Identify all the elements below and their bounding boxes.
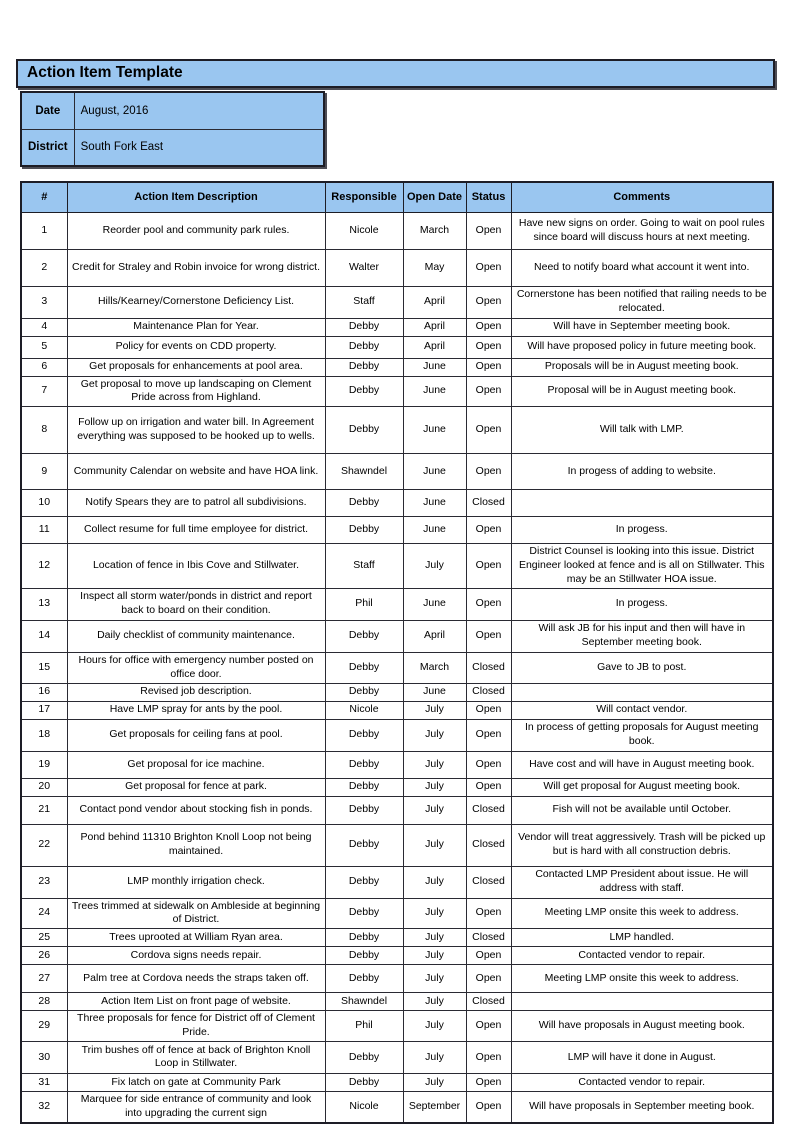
cell-comments: Will contact vendor. <box>511 701 773 719</box>
cell-comments: Will have proposals in August meeting book. <box>511 1011 773 1042</box>
cell-responsible: Shawndel <box>325 993 403 1011</box>
table-row <box>21 588 773 620</box>
cell-status: Open <box>466 249 511 286</box>
cell-open_date: July <box>403 898 466 929</box>
cell-comments <box>511 490 773 517</box>
cell-num: 14 <box>21 620 67 652</box>
cell-description: Collect resume for full time employee for district. <box>67 517 325 544</box>
cell-description: Location of fence in Ibis Cove and Stillwater. <box>67 544 325 589</box>
table-row <box>21 898 773 929</box>
cell-open_date: July <box>403 965 466 993</box>
table-row <box>21 929 773 947</box>
column-header-open_date: Open Date <box>403 182 466 212</box>
cell-responsible: Debby <box>325 866 403 898</box>
table-row <box>21 358 773 376</box>
cell-open_date: July <box>403 866 466 898</box>
table-header-row <box>21 182 773 212</box>
cell-num: 10 <box>21 490 67 517</box>
cell-comments <box>511 993 773 1011</box>
cell-open_date: July <box>403 929 466 947</box>
cell-num: 8 <box>21 407 67 454</box>
cell-description: Have LMP spray for ants by the pool. <box>67 701 325 719</box>
cell-num: 22 <box>21 824 67 866</box>
cell-num: 21 <box>21 796 67 824</box>
cell-num: 27 <box>21 965 67 993</box>
cell-description: Get proposal for ice machine. <box>67 751 325 778</box>
cell-comments: Contacted vendor to repair. <box>511 947 773 965</box>
cell-comments: Contacted LMP President about issue. He will address with staff. <box>511 866 773 898</box>
cell-comments: Need to notify board what account it went into. <box>511 249 773 286</box>
cell-open_date: April <box>403 336 466 358</box>
cell-status: Open <box>466 701 511 719</box>
cell-description: Palm tree at Cordova needs the straps taken off. <box>67 965 325 993</box>
cell-responsible: Debby <box>325 751 403 778</box>
cell-status: Open <box>466 517 511 544</box>
cell-open_date: July <box>403 1011 466 1042</box>
column-header-description: Action Item Description <box>67 182 325 212</box>
cell-open_date: June <box>403 683 466 701</box>
cell-comments: Cornerstone has been notified that railing needs to be relocated. <box>511 286 773 318</box>
cell-status: Closed <box>466 652 511 683</box>
cell-description: Daily checklist of community maintenance. <box>67 620 325 652</box>
page-title: Action Item Template <box>16 59 775 88</box>
cell-comments: Will get proposal for August meeting book. <box>511 778 773 796</box>
table-row <box>21 1091 773 1122</box>
cell-description: Get proposals for ceiling fans at pool. <box>67 719 325 751</box>
cell-description: Trees uprooted at William Ryan area. <box>67 929 325 947</box>
cell-comments: Have cost and will have in August meeting book. <box>511 751 773 778</box>
cell-num: 31 <box>21 1073 67 1091</box>
cell-responsible: Debby <box>325 490 403 517</box>
cell-open_date: June <box>403 454 466 490</box>
cell-status: Closed <box>466 993 511 1011</box>
cell-num: 26 <box>21 947 67 965</box>
cell-status: Open <box>466 719 511 751</box>
cell-description: Cordova signs needs repair. <box>67 947 325 965</box>
cell-responsible: Debby <box>325 965 403 993</box>
cell-num: 32 <box>21 1091 67 1122</box>
cell-num: 30 <box>21 1041 67 1073</box>
cell-open_date: September <box>403 1091 466 1122</box>
cell-num: 29 <box>21 1011 67 1042</box>
cell-responsible: Nicole <box>325 1091 403 1122</box>
table-row <box>21 1011 773 1042</box>
cell-comments: In progess of adding to website. <box>511 454 773 490</box>
cell-num: 24 <box>21 898 67 929</box>
cell-responsible: Debby <box>325 947 403 965</box>
cell-responsible: Debby <box>325 620 403 652</box>
cell-status: Closed <box>466 796 511 824</box>
cell-num: 16 <box>21 683 67 701</box>
cell-open_date: April <box>403 620 466 652</box>
cell-responsible: Phil <box>325 588 403 620</box>
cell-open_date: July <box>403 824 466 866</box>
cell-num: 11 <box>21 517 67 544</box>
cell-open_date: April <box>403 318 466 336</box>
cell-comments: In process of getting proposals for August meeting book. <box>511 719 773 751</box>
meta-row-date <box>21 92 324 129</box>
cell-num: 20 <box>21 778 67 796</box>
cell-description: Community Calendar on website and have HOA link. <box>67 454 325 490</box>
cell-comments: District Counsel is looking into this issue. District Engineer looked at fence and is all on Stillwater. This may be an Stillwater HOA issue. <box>511 544 773 589</box>
table-row <box>21 336 773 358</box>
cell-description: Follow up on irrigation and water bill. In Agreement everything was supposed to be hooked up to wells. <box>67 407 325 454</box>
cell-open_date: March <box>403 212 466 249</box>
cell-description: Credit for Straley and Robin invoice for wrong district. <box>67 249 325 286</box>
cell-responsible: Debby <box>325 376 403 407</box>
cell-responsible: Debby <box>325 796 403 824</box>
cell-num: 7 <box>21 376 67 407</box>
cell-comments: Contacted vendor to repair. <box>511 1073 773 1091</box>
cell-comments: LMP will have it done in August. <box>511 1041 773 1073</box>
cell-num: 23 <box>21 866 67 898</box>
cell-description: Pond behind 11310 Brighton Knoll Loop not being maintained. <box>67 824 325 866</box>
cell-status: Open <box>466 1073 511 1091</box>
cell-open_date: July <box>403 796 466 824</box>
cell-open_date: June <box>403 490 466 517</box>
cell-responsible: Debby <box>325 778 403 796</box>
cell-status: Open <box>466 212 511 249</box>
cell-description: Action Item List on front page of website. <box>67 993 325 1011</box>
meta-box <box>20 91 325 167</box>
cell-status: Open <box>466 588 511 620</box>
cell-status: Open <box>466 286 511 318</box>
cell-status: Open <box>466 965 511 993</box>
cell-open_date: July <box>403 1041 466 1073</box>
cell-num: 17 <box>21 701 67 719</box>
cell-status: Open <box>466 1041 511 1073</box>
cell-responsible: Staff <box>325 544 403 589</box>
cell-description: Marquee for side entrance of community and look into upgrading the current sign <box>67 1091 325 1122</box>
cell-num: 4 <box>21 318 67 336</box>
table-row <box>21 778 773 796</box>
cell-status: Open <box>466 947 511 965</box>
cell-description: Hills/Kearney/Cornerstone Deficiency List. <box>67 286 325 318</box>
cell-comments: Meeting LMP onsite this week to address. <box>511 965 773 993</box>
cell-status: Open <box>466 1091 511 1122</box>
cell-status: Open <box>466 778 511 796</box>
table-row <box>21 490 773 517</box>
cell-num: 2 <box>21 249 67 286</box>
table-row <box>21 824 773 866</box>
cell-description: Revised job description. <box>67 683 325 701</box>
date-value: August, 2016 <box>74 92 324 129</box>
cell-description: Get proposal to move up landscaping on Clement Pride across from Highland. <box>67 376 325 407</box>
cell-status: Open <box>466 751 511 778</box>
table-row <box>21 701 773 719</box>
cell-responsible: Debby <box>325 336 403 358</box>
table-row <box>21 719 773 751</box>
cell-num: 25 <box>21 929 67 947</box>
cell-num: 19 <box>21 751 67 778</box>
table-row <box>21 517 773 544</box>
table-row <box>21 249 773 286</box>
cell-comments: In progess. <box>511 588 773 620</box>
cell-responsible: Walter <box>325 249 403 286</box>
cell-description: Fix latch on gate at Community Park <box>67 1073 325 1091</box>
cell-open_date: May <box>403 249 466 286</box>
column-header-comments: Comments <box>511 182 773 212</box>
column-header-responsible: Responsible <box>325 182 403 212</box>
cell-description: Maintenance Plan for Year. <box>67 318 325 336</box>
cell-responsible: Debby <box>325 318 403 336</box>
column-header-num: # <box>21 182 67 212</box>
cell-comments: Proposals will be in August meeting book. <box>511 358 773 376</box>
cell-status: Open <box>466 454 511 490</box>
cell-description: Contact pond vendor about stocking fish in ponds. <box>67 796 325 824</box>
table-row <box>21 1073 773 1091</box>
table-row <box>21 993 773 1011</box>
cell-status: Closed <box>466 683 511 701</box>
cell-responsible: Debby <box>325 407 403 454</box>
cell-status: Open <box>466 376 511 407</box>
cell-open_date: June <box>403 358 466 376</box>
cell-open_date: July <box>403 719 466 751</box>
cell-description: Policy for events on CDD property. <box>67 336 325 358</box>
cell-description: Trim bushes off of fence at back of Brighton Knoll Loop in Stillwater. <box>67 1041 325 1073</box>
column-header-status: Status <box>466 182 511 212</box>
cell-open_date: March <box>403 652 466 683</box>
cell-responsible: Debby <box>325 1073 403 1091</box>
table-row <box>21 751 773 778</box>
action-items-table <box>20 181 774 1124</box>
table-row <box>21 866 773 898</box>
cell-comments: Meeting LMP onsite this week to address. <box>511 898 773 929</box>
cell-comments: Will ask JB for his input and then will have in September meeting book. <box>511 620 773 652</box>
cell-comments <box>511 683 773 701</box>
cell-status: Open <box>466 898 511 929</box>
cell-description: Trees trimmed at sidewalk on Ambleside at beginning of District. <box>67 898 325 929</box>
cell-num: 18 <box>21 719 67 751</box>
table-row <box>21 407 773 454</box>
cell-num: 12 <box>21 544 67 589</box>
table-row <box>21 620 773 652</box>
cell-open_date: July <box>403 778 466 796</box>
table-row <box>21 286 773 318</box>
cell-responsible: Debby <box>325 824 403 866</box>
cell-responsible: Staff <box>325 286 403 318</box>
cell-comments: Have new signs on order. Going to wait on pool rules since board will discuss hours at next meeting. <box>511 212 773 249</box>
cell-responsible: Shawndel <box>325 454 403 490</box>
cell-status: Closed <box>466 929 511 947</box>
cell-open_date: June <box>403 376 466 407</box>
cell-comments: Proposal will be in August meeting book. <box>511 376 773 407</box>
cell-description: Get proposals for enhancements at pool area. <box>67 358 325 376</box>
cell-status: Open <box>466 358 511 376</box>
cell-open_date: June <box>403 588 466 620</box>
cell-open_date: July <box>403 751 466 778</box>
cell-num: 6 <box>21 358 67 376</box>
cell-description: Get proposal for fence at park. <box>67 778 325 796</box>
table-row <box>21 796 773 824</box>
cell-comments: In progess. <box>511 517 773 544</box>
cell-num: 1 <box>21 212 67 249</box>
table-row <box>21 652 773 683</box>
cell-responsible: Debby <box>325 898 403 929</box>
cell-open_date: July <box>403 947 466 965</box>
cell-comments: Will have proposed policy in future meeting book. <box>511 336 773 358</box>
table-row <box>21 212 773 249</box>
table-row <box>21 318 773 336</box>
cell-comments: LMP handled. <box>511 929 773 947</box>
cell-comments: Fish will not be available until October. <box>511 796 773 824</box>
cell-num: 5 <box>21 336 67 358</box>
cell-comments: Vendor will treat aggressively. Trash will be picked up but is hard with all construction debris. <box>511 824 773 866</box>
cell-num: 28 <box>21 993 67 1011</box>
cell-description: Notify Spears they are to patrol all subdivisions. <box>67 490 325 517</box>
cell-responsible: Phil <box>325 1011 403 1042</box>
cell-open_date: July <box>403 544 466 589</box>
cell-responsible: Debby <box>325 358 403 376</box>
cell-status: Open <box>466 318 511 336</box>
table-row <box>21 376 773 407</box>
cell-comments: Will talk with LMP. <box>511 407 773 454</box>
cell-responsible: Debby <box>325 652 403 683</box>
cell-status: Open <box>466 336 511 358</box>
cell-open_date: July <box>403 993 466 1011</box>
table-row <box>21 1041 773 1073</box>
cell-num: 9 <box>21 454 67 490</box>
cell-open_date: July <box>403 701 466 719</box>
cell-responsible: Debby <box>325 1041 403 1073</box>
cell-status: Open <box>466 407 511 454</box>
table-row <box>21 947 773 965</box>
table-row <box>21 683 773 701</box>
cell-responsible: Nicole <box>325 212 403 249</box>
district-value: South Fork East <box>74 129 324 166</box>
cell-status: Open <box>466 620 511 652</box>
table-row <box>21 965 773 993</box>
cell-responsible: Debby <box>325 683 403 701</box>
cell-status: Open <box>466 544 511 589</box>
cell-responsible: Debby <box>325 719 403 751</box>
cell-description: LMP monthly irrigation check. <box>67 866 325 898</box>
cell-open_date: July <box>403 1073 466 1091</box>
cell-responsible: Debby <box>325 929 403 947</box>
date-label: Date <box>21 92 74 129</box>
cell-responsible: Debby <box>325 517 403 544</box>
cell-num: 13 <box>21 588 67 620</box>
cell-status: Closed <box>466 490 511 517</box>
cell-status: Open <box>466 1011 511 1042</box>
cell-num: 3 <box>21 286 67 318</box>
cell-open_date: June <box>403 407 466 454</box>
cell-num: 15 <box>21 652 67 683</box>
cell-status: Closed <box>466 824 511 866</box>
meta-row-district <box>21 129 324 166</box>
table-row <box>21 454 773 490</box>
cell-responsible: Nicole <box>325 701 403 719</box>
cell-comments: Gave to JB to post. <box>511 652 773 683</box>
cell-open_date: June <box>403 517 466 544</box>
cell-description: Reorder pool and community park rules. <box>67 212 325 249</box>
cell-comments: Will have in September meeting book. <box>511 318 773 336</box>
cell-open_date: April <box>403 286 466 318</box>
district-label: District <box>21 129 74 166</box>
cell-description: Inspect all storm water/ponds in district and report back to board on their condition. <box>67 588 325 620</box>
cell-description: Hours for office with emergency number posted on office door. <box>67 652 325 683</box>
cell-comments: Will have proposals in September meeting book. <box>511 1091 773 1122</box>
cell-status: Closed <box>466 866 511 898</box>
cell-description: Three proposals for fence for District off of Clement Pride. <box>67 1011 325 1042</box>
table-row <box>21 544 773 589</box>
